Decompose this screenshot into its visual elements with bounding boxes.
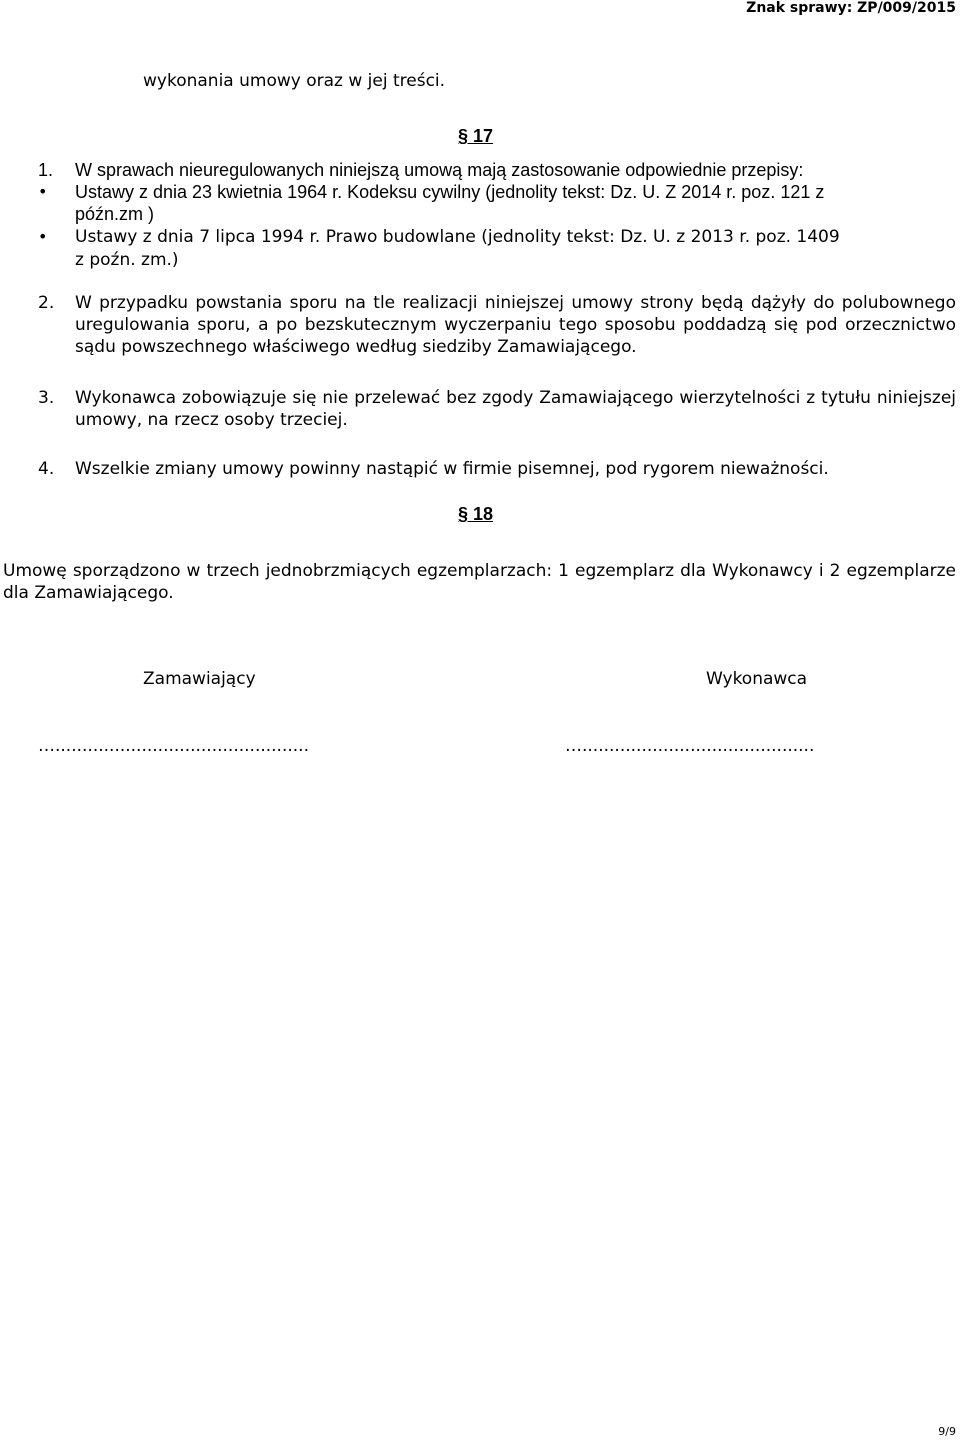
point-2-number: 2.: [38, 293, 55, 313]
case-number-header: Znak sprawy: ZP/009/2015: [746, 0, 956, 16]
bullet-item-2-line2: z poźn. zm.): [75, 250, 179, 270]
point-1-number: 1.: [38, 160, 54, 180]
signature-label-ordering-party: Zamawiający: [143, 669, 256, 689]
section-17-heading: § 17: [458, 126, 494, 146]
intro-fragment: wykonania umowy oraz w jej treści.: [143, 71, 446, 91]
point-3-text: Wykonawca zobowiązuje się nie przelewać bez zgody Zamawiającego wierzytelności z tytułu niniejszej umowy, na rzecz osoby trzeciej.: [75, 388, 956, 430]
page-number: 9/9: [938, 1425, 956, 1438]
point-2-text: W przypadku powstania sporu na tle realizacji niniejszej umowy strony będą dążyły do polubownego uregulowania sporu, a po bezskutecznym wyczerpaniu tego sposobu poddadzą się pod orzecznictwo sądu powszechnego właściwego według siedziby Zamawiającego.: [75, 293, 956, 357]
signature-line-ordering-party: …...............................................: [38, 736, 309, 756]
bullet-item-2-line1: Ustawy z dnia 7 lipca 1994 r. Prawo budowlane (jednolity tekst: Dz. U. z 2013 r. poz. 1409: [75, 227, 840, 247]
point-1-text: W sprawach nieuregulowanych niniejszą umową mają zastosowanie odpowiednie przepisy:: [75, 160, 804, 180]
signature-label-contractor: Wykonawca: [706, 669, 808, 689]
section-18-heading: § 18: [458, 504, 494, 524]
bullet-icon: •: [38, 182, 48, 201]
bullet-item-2: [75, 226, 955, 272]
bullet-item-1-line1: Ustawy z dnia 23 kwietnia 1964 r. Kodeksu cywilny (jednolity tekst: Dz. U. Z 2014 r. poz. 121 z: [75, 182, 825, 202]
point-4-text: Wszelkie zmiany umowy powinny nastąpić w firmie pisemnej, pod rygorem nieważności.: [75, 459, 829, 479]
point-4-number: 4.: [38, 459, 55, 479]
signature-line-contractor: …...........................................: [565, 736, 815, 756]
bullet-item-1: [75, 181, 955, 225]
point-3-number: 3.: [38, 388, 55, 408]
bullet-item-1-line2: późn.zm ): [75, 204, 155, 224]
section-18-text: Umowę sporządzono w trzech jednobrzmiących egzemplarzach: 1 egzemplarz dla Wykonawcy i 2 egzemplarze dla Zamawiającego.: [3, 561, 956, 603]
bullet-icon: •: [38, 227, 48, 246]
